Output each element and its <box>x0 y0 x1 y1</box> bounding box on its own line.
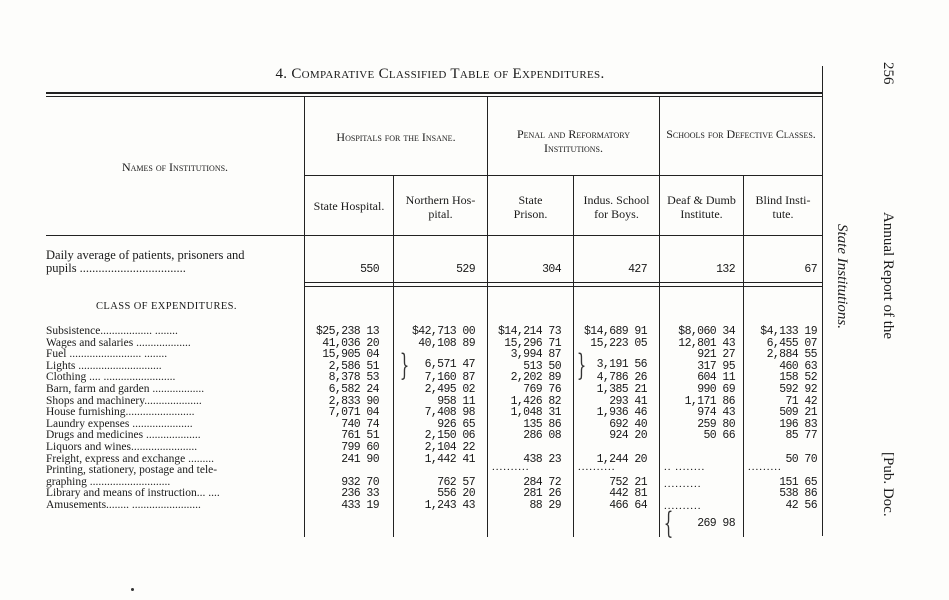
row-value: 438 23 <box>523 452 561 466</box>
row-label: Amusements........ ........................ <box>46 499 201 511</box>
col-deaf-dumb: Deaf & Dumb Institute. <box>667 193 736 221</box>
row-value: 1,442 41 <box>424 452 475 466</box>
row-value: 990 69 <box>697 383 735 396</box>
running-head: Annual Report of the <box>880 212 896 340</box>
row-value: 2,586 51 <box>328 359 379 373</box>
combined-indus-fuel-lights: 3,191 56 <box>596 358 647 371</box>
row-value: 12,801 43 <box>678 336 735 350</box>
avg-rule-1 <box>305 282 822 283</box>
row-value: 1,936 46 <box>596 406 647 420</box>
col-rule-1 <box>393 176 394 537</box>
row-value: 7,071 04 <box>328 406 379 420</box>
row-label: Liquors and wines....................... <box>46 441 198 453</box>
row-label: Fuel ......................... ........ <box>46 348 168 361</box>
row-value: 799 60 <box>341 441 379 454</box>
row-label: Library and means of instruction... .... <box>46 487 220 500</box>
combined-deaf-library-amusements: 269 98 <box>697 517 735 530</box>
row-label: Barn, farm and garden .................. <box>46 383 205 395</box>
dots-prison-liquors: .......... <box>492 461 530 473</box>
row-value: $42,713 00 <box>411 325 475 338</box>
avg-indus-school: 427 <box>628 263 647 276</box>
row-value: 460 63 <box>779 359 817 373</box>
row-value: 740 74 <box>341 417 379 431</box>
row-label: House furnishing........................ <box>46 406 195 419</box>
row-value: 2,202 89 <box>510 371 561 385</box>
row-value: $14,214 73 <box>497 325 561 338</box>
row-value: 1,244 20 <box>596 452 647 466</box>
row-value: 42 56 <box>785 499 817 512</box>
page-mark <box>131 588 134 591</box>
row-value: 433 19 <box>341 499 379 512</box>
row-value: 71 42 <box>785 394 817 408</box>
col-rule-0 <box>304 97 305 537</box>
row-value: 1,426 82 <box>510 394 561 408</box>
group-hospitals: Hospitals for the Insane. <box>336 130 456 144</box>
row-value: 921 27 <box>697 348 735 362</box>
row-value: 924 20 <box>609 429 647 443</box>
col-state-hospital: State Hospital. <box>313 199 385 213</box>
col-rule-2 <box>487 97 488 537</box>
row-value: $14,689 91 <box>583 325 647 338</box>
row-value: 241 90 <box>341 452 379 466</box>
row-label: Freight, express and exchange ......... <box>46 452 214 465</box>
avg-state-prison: 304 <box>542 263 561 276</box>
avg-state-hospital: 550 <box>360 263 379 276</box>
col-northern-hospital: Northern Hos- pital. <box>405 193 476 221</box>
row-label: Laundry expenses ..................... <box>46 417 193 430</box>
row-label: graphing ............................ <box>46 475 171 488</box>
row-value: 85 77 <box>785 429 817 443</box>
row-value: 2,104 22 <box>424 441 475 454</box>
group-penal: Penal and Reformatory Institutions. <box>517 127 630 155</box>
combined-northern-fuel-lights: 6,571 47 <box>424 358 475 371</box>
brace-northern: } <box>399 348 410 383</box>
row-value: 7,160 87 <box>424 371 475 385</box>
row-value: 15,296 71 <box>504 336 561 350</box>
daily-average-label-2: pupils .................................. <box>46 261 186 275</box>
row-value: $8,060 34 <box>678 325 735 338</box>
section-title: State Institutions. <box>834 224 850 329</box>
row-value: 286 08 <box>523 429 561 443</box>
row-value: 752 21 <box>609 475 647 489</box>
row-label: Subsistence.................. ........ <box>46 325 178 337</box>
row-value: 442 81 <box>609 487 647 501</box>
row-value: 1,243 43 <box>424 499 475 512</box>
row-value: 40,108 89 <box>418 336 475 350</box>
row-value: 761 51 <box>341 429 379 443</box>
row-value: 932 70 <box>341 475 379 489</box>
row-value: 926 65 <box>437 417 475 431</box>
row-value: 958 11 <box>437 394 475 408</box>
row-value: 196 83 <box>779 417 817 431</box>
table-number: 4. <box>275 66 288 82</box>
row-value: 15,905 04 <box>322 348 379 362</box>
class-heading: CLASS OF EXPENDITURES. <box>96 301 237 312</box>
brace-deaf: { <box>663 506 674 541</box>
row-value: 2,884 55 <box>766 348 817 362</box>
row-label: Drugs and medicines ................... <box>46 429 201 442</box>
row-label: Wages and salaries ................... <box>46 336 191 349</box>
row-value: 974 43 <box>697 406 735 420</box>
col-state-prison: State Prison. <box>513 193 548 221</box>
names-of-institutions-label: Names of Institutions. <box>121 160 229 174</box>
row-value: 135 86 <box>523 417 561 431</box>
row-value: 2,495 02 <box>424 383 475 396</box>
row-value: 1,171 86 <box>684 394 735 408</box>
row-value: 3,994 87 <box>510 348 561 362</box>
row-value: 88 29 <box>529 499 561 512</box>
col-blind: Blind Insti- tute. <box>755 193 811 221</box>
row-value: 281 26 <box>523 487 561 501</box>
right-rule <box>822 66 823 536</box>
row-value: 762 57 <box>437 475 475 489</box>
table-title <box>0 66 880 83</box>
row-value: $25,238 13 <box>315 325 379 338</box>
avg-northern-hospital: 529 <box>456 263 475 276</box>
row-value: 4,786 26 <box>596 371 647 385</box>
row-label: Shops and machinery.................... <box>46 394 202 407</box>
brace-indus: } <box>576 348 587 383</box>
row-label: Clothing .... ......................... <box>46 371 176 384</box>
row-value: 1,048 31 <box>510 406 561 420</box>
row-value: 2,150 06 <box>424 429 475 443</box>
dots-deaf-liquors: .. ........ <box>664 461 706 473</box>
row-value: 284 72 <box>523 475 561 489</box>
row-value: 1,385 21 <box>596 383 647 396</box>
col-rule-5 <box>743 176 744 537</box>
row-value: 50 66 <box>703 429 735 443</box>
avg-rule-2 <box>305 286 822 287</box>
row-value: 592 92 <box>779 383 817 396</box>
avg-deaf-dumb: 132 <box>716 263 735 276</box>
header-rule <box>46 235 822 236</box>
row-value: 317 95 <box>697 359 735 373</box>
row-value: 692 40 <box>609 417 647 431</box>
dots-deaf-freight: .......... <box>664 478 702 490</box>
col-indus-school: Indus. School for Boys. <box>583 193 650 221</box>
row-value: 538 86 <box>779 487 817 501</box>
row-value: 6,582 24 <box>328 383 379 396</box>
row-value: 2,833 90 <box>328 394 379 408</box>
dots-deaf-graphing: .......... <box>664 500 702 512</box>
col-rule-3 <box>573 176 574 537</box>
row-value: 466 64 <box>609 499 647 512</box>
row-label: Lights ............................. <box>46 359 162 372</box>
col-rule-4 <box>659 97 660 537</box>
avg-blind: 67 <box>804 263 817 276</box>
dots-blind-liquors: ......... <box>748 461 782 473</box>
top-rule <box>46 92 822 94</box>
row-value: 7,408 98 <box>424 406 475 420</box>
row-value: 8,378 53 <box>328 371 379 385</box>
row-value: 50 70 <box>785 452 817 466</box>
dots-indus-liquors: .......... <box>578 461 616 473</box>
row-value: 293 41 <box>609 394 647 408</box>
row-label: Printing, stationery, postage and tele- <box>46 464 218 477</box>
group-rule <box>305 175 822 176</box>
table-title-text: Comparative Classified Table of Expenditures. <box>291 66 605 82</box>
row-value: 41,036 20 <box>322 336 379 350</box>
daily-average-label-1: Daily average of patients, prisoners and <box>46 248 245 262</box>
group-schools: Schools for Defective Classes. <box>666 127 816 141</box>
row-value: 509 21 <box>779 406 817 420</box>
row-value: 158 52 <box>779 371 817 385</box>
row-value: 556 20 <box>437 487 475 501</box>
row-value: 259 80 <box>697 417 735 431</box>
doc-tag: [Pub. Doc. <box>880 452 896 517</box>
row-value: 6,455 07 <box>766 336 817 350</box>
row-value: 513 50 <box>523 359 561 373</box>
row-value: 236 33 <box>341 487 379 501</box>
page-number: 256 <box>880 62 896 85</box>
top-rule-2 <box>46 96 822 97</box>
row-value: 769 76 <box>523 383 561 396</box>
row-value: 15,223 05 <box>590 336 647 350</box>
row-value: 604 11 <box>697 371 735 385</box>
row-value: $4,133 19 <box>760 325 817 338</box>
row-value: 151 65 <box>779 475 817 489</box>
